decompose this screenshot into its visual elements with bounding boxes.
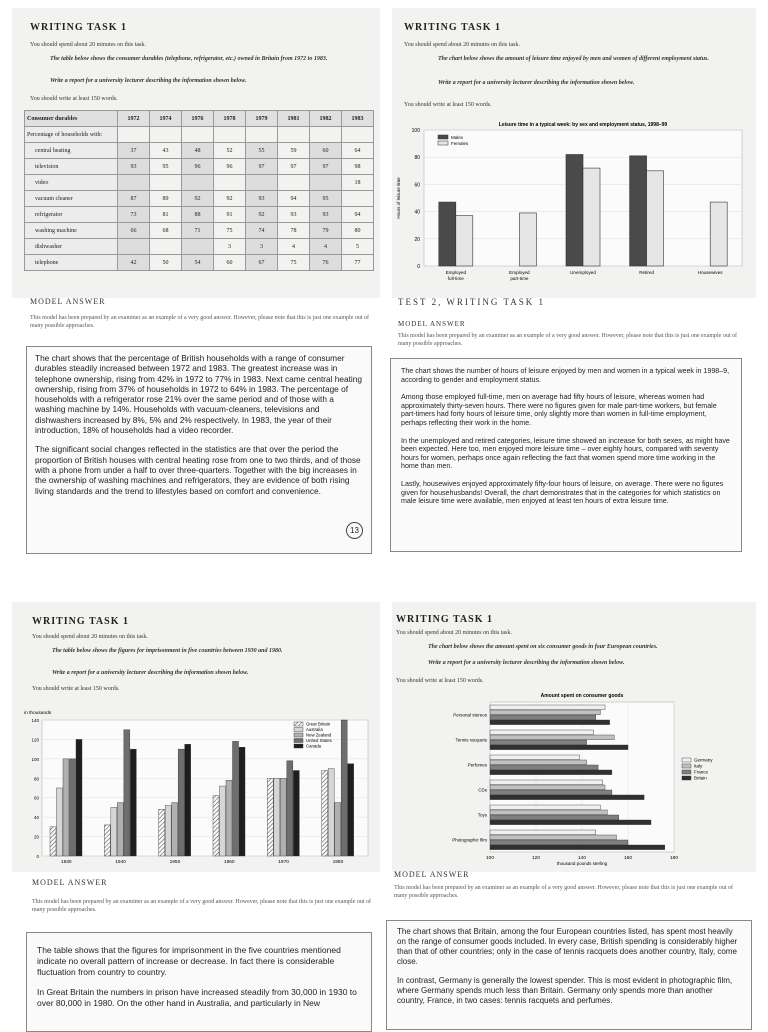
- table-cell: 93: [118, 159, 150, 175]
- bar-great-britain: [213, 796, 219, 856]
- table-row-label: television: [25, 159, 118, 175]
- table-cell: [246, 127, 278, 143]
- table-header-year: 1976: [182, 111, 214, 127]
- y-tick-label: 140: [31, 718, 39, 723]
- table-cell: 93: [310, 207, 342, 223]
- bar-new-zealand: [335, 803, 341, 856]
- bar-britain: [490, 720, 610, 725]
- table-header-year: 1981: [278, 111, 310, 127]
- table-cell: 60: [214, 255, 246, 271]
- table-row-label: central heating: [25, 143, 118, 159]
- bar-canada: [185, 744, 191, 856]
- legend-label: Canada: [306, 743, 322, 749]
- bar-france: [490, 790, 612, 795]
- x-tick-label: 140: [577, 856, 587, 861]
- table-cell: 75: [278, 255, 310, 271]
- table-cell: 5: [342, 239, 374, 255]
- bar-australia: [220, 786, 226, 856]
- x-tick-label: Housewives: [697, 270, 723, 275]
- task2-panel: [392, 8, 756, 298]
- table-cell: 4: [310, 239, 342, 255]
- table-cell: 54: [182, 255, 214, 271]
- table-cell: [182, 239, 214, 255]
- bar-females: [710, 202, 727, 266]
- y-tick-label: Tennis racquets: [455, 737, 487, 743]
- table-cell: 92: [182, 191, 214, 207]
- table-header-year: 1972: [118, 111, 150, 127]
- bar-united-states: [341, 720, 347, 856]
- task4-prompt: The chart below shows the amount spent on six consumer goods in four European countries.: [428, 644, 658, 650]
- legend-swatch: [294, 739, 303, 743]
- table-cell: 3: [214, 239, 246, 255]
- bar-germany: [490, 730, 594, 735]
- bar-britain: [490, 770, 612, 775]
- table-cell: [342, 191, 374, 207]
- table-row-label: dishwasher: [25, 239, 118, 255]
- task3-answer-paragraph-1: The table shows that the figures for imprisonment in the five countries mentioned indicate no overall pattern of increase or decrease. In fact there is considerable fluctuation from country to country.: [37, 945, 341, 977]
- table-cell: 75: [214, 223, 246, 239]
- bar-australia: [57, 788, 63, 856]
- table-cell: 96: [182, 159, 214, 175]
- table-cell: [310, 175, 342, 191]
- legend-swatch: [438, 141, 448, 145]
- task2-model-label: MODEL ANSWER: [398, 320, 466, 328]
- table-cell: [118, 175, 150, 191]
- table-cell: 55: [246, 143, 278, 159]
- bar-great-britain: [50, 827, 56, 856]
- bar-france: [490, 715, 596, 720]
- table-row-label: washing machine: [25, 223, 118, 239]
- y-tick-label: 20: [414, 236, 420, 243]
- task1-model-answer: [26, 346, 372, 554]
- table-header-year: 1983: [342, 111, 374, 127]
- bar-united-states: [178, 749, 184, 856]
- task3-instruction: Write a report for a university lecturer describing the information shown below.: [52, 670, 249, 676]
- table-cell: 48: [182, 143, 214, 159]
- y-tick-label: 60: [33, 795, 39, 801]
- bar-italy: [490, 810, 607, 815]
- y-tick-label: 80: [33, 776, 39, 782]
- table-row: [25, 143, 374, 159]
- consumer-durables-table: [24, 110, 374, 271]
- table-cell: 97: [278, 159, 310, 175]
- bar-australia: [328, 769, 334, 856]
- bar-germany: [490, 780, 603, 785]
- bar-canada: [76, 739, 82, 856]
- bar-italy: [490, 760, 587, 765]
- table-cell: 88: [182, 207, 214, 223]
- table-cell: 42: [118, 255, 150, 271]
- table-cell: [278, 127, 310, 143]
- table-row-label: vacuum cleaner: [25, 191, 118, 207]
- task4-instruction: Write a report for a university lecturer describing the information shown below.: [428, 660, 625, 666]
- task4-model-note: This model has been prepared by an examiner as an example of a very good answer. However, please note that this is just one example out of many possible approaches.: [394, 885, 733, 899]
- y-axis-label: Hours of leisure time: [396, 177, 401, 219]
- bar-germany: [490, 705, 605, 710]
- table-cell: 4: [278, 239, 310, 255]
- task3-word-note: You should write at least 150 words.: [32, 686, 120, 692]
- table-cell: 59: [278, 143, 310, 159]
- bar-italy: [490, 735, 614, 740]
- task1-answer-paragraph-1: The chart shows that the percentage of British households with a range of consumer durables steadily increased between 1972 and 1983. The greatest increase was in telephone ownership, rising from 42% in 1972 to 77% in 1983. Next came central heating ownership, rising from 37% of households in 1972 to 64% in 1983. The percentage of households with a refrigerator rose 21% over the same period and of those with a washing machine by 14%. Households with vacuum-cleaners, televisions and dishwashers increased by 8%, 5% and 2% respectively. In 1983, the year of their introduction, 18% of households had a video recorder.: [35, 353, 363, 436]
- table-cell: 43: [150, 143, 182, 159]
- bar-france: [490, 815, 619, 820]
- table-cell: [310, 127, 342, 143]
- y-tick-label: 40: [33, 815, 39, 821]
- y-tick-label: CDs: [478, 787, 487, 793]
- legend-swatch: [294, 733, 303, 737]
- table-cell: 74: [246, 223, 278, 239]
- task4-answer-paragraph-2: In contrast, Germany is generally the lowest spender. This is most evident in photographic film, where Germany spends much less than Britain. Germany only spends more than another country, France, in two cases: tennis racquets and perfumes.: [397, 976, 733, 1005]
- score-mark-text: 13: [350, 526, 359, 535]
- y-tick-label: 60: [414, 182, 420, 189]
- task3-time-note: You should spend about 20 minutes on this task.: [32, 634, 148, 640]
- table-cell: 94: [342, 207, 374, 223]
- table-header-year: 1974: [150, 111, 182, 127]
- bar-australia: [165, 805, 171, 856]
- table-cell: 67: [246, 255, 278, 271]
- task3-prompt: The table below shows the figures for imprisonment in five countries between 1930 and 1980.: [52, 648, 283, 654]
- table-cell: [150, 127, 182, 143]
- table-cell: 80: [342, 223, 374, 239]
- legend-label: United States: [306, 738, 332, 743]
- task2-model-answer: [390, 358, 742, 552]
- bar-great-britain: [322, 771, 328, 856]
- x-tick-label: full-time: [447, 276, 464, 281]
- y-tick-label: 40: [414, 209, 420, 216]
- table-cell: [182, 175, 214, 191]
- table-row: [25, 191, 374, 207]
- task2-time-note: You should spend about 20 minutes on this task.: [404, 42, 520, 48]
- task1-instruction: Write a report for a university lecturer describing the information shown below.: [50, 78, 247, 84]
- y-tick-label: 120: [31, 737, 39, 743]
- bar-females: [647, 171, 664, 266]
- y-tick-label: Perfumes: [467, 762, 487, 768]
- task2-instruction: Write a report for a university lecturer describing the information shown below.: [438, 80, 635, 86]
- legend-label: Australia: [306, 727, 323, 732]
- x-tick-label: 100: [485, 856, 495, 861]
- task3-model-label: MODEL ANSWER: [32, 878, 108, 887]
- table-row: [25, 175, 374, 191]
- bar-great-britain: [104, 825, 110, 856]
- table-header-label: Consumer durables: [25, 111, 118, 127]
- table-cell: [150, 239, 182, 255]
- task1-word-note: You should write at least 150 words.: [30, 96, 118, 102]
- table-header-year: 1978: [214, 111, 246, 127]
- table-cell: [278, 175, 310, 191]
- legend-label: Great Britain: [306, 721, 331, 727]
- x-tick-label: Employed: [509, 270, 530, 275]
- table-cell: 87: [118, 191, 150, 207]
- bar-females: [519, 213, 536, 266]
- bar-britain: [490, 820, 651, 825]
- task2-model-note: This model has been prepared by an examiner as an example of a very good answer. However, please note that this is just one example out of many possible approaches.: [398, 333, 737, 347]
- legend-swatch: [294, 722, 303, 726]
- y-tick-label: Photographic film: [452, 837, 487, 843]
- table-cell: 97: [246, 159, 278, 175]
- x-tick-label: 160: [623, 856, 633, 861]
- table-cell: 71: [182, 223, 214, 239]
- y-tick-label: 100: [411, 128, 420, 134]
- task3-answer-paragraph-2: In Great Britain the numbers in prison have increased steadily from 30,000 in 1930 to over 80,000 in 1980. On the other hand in Australia, and particularly in New: [37, 987, 357, 1008]
- legend-swatch: [682, 758, 691, 762]
- bar-italy: [490, 835, 617, 840]
- bar-italy: [490, 710, 600, 715]
- y-tick-label: Toys: [477, 812, 487, 818]
- table-row: [25, 223, 374, 239]
- bar-italy: [490, 785, 605, 790]
- bar-britain: [490, 745, 628, 750]
- task2-word-note: You should write at least 150 words.: [404, 102, 492, 108]
- table-cell: 77: [342, 255, 374, 271]
- task4-heading: WRITING TASK 1: [396, 614, 493, 625]
- table-cell: 66: [118, 223, 150, 239]
- table-cell: 81: [150, 207, 182, 223]
- legend-label: Italy: [694, 763, 703, 769]
- y-tick-label: 80: [414, 155, 420, 162]
- task2-answer-paragraph-3: In the unemployed and retired categories, leisure time showed an increase for both sexes, as might have been expected. Here too, men enjoyed more leisure time – over eighty hours, compared with seventy hours for women, perhaps once again reflecting the fact that women spend more time working in the home than men.: [401, 436, 730, 471]
- x-tick-label: Retired: [639, 270, 655, 275]
- bar-males: [630, 156, 647, 266]
- table-cell: [118, 127, 150, 143]
- x-tick-label: 1980: [332, 860, 344, 865]
- test2-heading: TEST 2, WRITING TASK 1: [398, 297, 546, 307]
- table-row-label: video: [25, 175, 118, 191]
- y-tick-label: 0: [417, 264, 420, 270]
- x-tick-label: part-time: [510, 276, 529, 281]
- x-tick-label: 1960: [223, 860, 235, 865]
- bar-males: [439, 202, 456, 266]
- bar-new-zealand: [117, 803, 123, 856]
- table-cell: 68: [150, 223, 182, 239]
- legend-label: Females: [451, 141, 469, 146]
- table-cell: 97: [310, 159, 342, 175]
- bar-canada: [130, 749, 136, 856]
- table-header-year: 1979: [246, 111, 278, 127]
- task4-answer-paragraph-1: The chart shows that Britain, among the four European countries listed, has spent most heavily on the range of consumer goods included. In every case, British spending is considerably higher than that of other countries; only in the case of tennis racquets does another country, Italy, come close.: [397, 927, 738, 966]
- task1-answer-paragraph-2: The significant social changes reflected in the statistics are that over the period the proportion of British houses with central heating rose from one to two thirds, and of those with a phone from under a half to over three-quarters. Together with the big increases in the ownership of washing machines and refrigerators, they are evidence of both rising living standards and the trend to lifestyles based on comfort and convenience.: [35, 444, 361, 496]
- table-cell: 89: [150, 191, 182, 207]
- bar-australia: [274, 778, 280, 856]
- x-tick-label: 1930: [60, 860, 72, 865]
- task4-model-label: MODEL ANSWER: [394, 870, 470, 879]
- x-axis-label: thousand pounds sterling: [556, 861, 608, 866]
- table-cell: 60: [310, 143, 342, 159]
- legend-swatch: [438, 135, 448, 139]
- bar-females: [456, 216, 473, 266]
- bar-germany: [490, 805, 600, 810]
- legend-swatch: [682, 770, 691, 774]
- table-cell: 96: [214, 159, 246, 175]
- task2-answer-paragraph-1: The chart shows the number of hours of leisure enjoyed by men and women in a typical week in 1998–9, according to gender and employment status.: [401, 367, 730, 384]
- task1-model-note: This model has been prepared by an examiner as an example of a very good answer. However, please note that this is just one example out of many possible approaches.: [30, 315, 369, 329]
- table-cell: 37: [118, 143, 150, 159]
- table-row: [25, 159, 374, 175]
- table-cell: 95: [310, 191, 342, 207]
- x-tick-label: 120: [531, 856, 541, 861]
- table-row-label: refrigerator: [25, 207, 118, 223]
- table-cell: [342, 127, 374, 143]
- bar-great-britain: [267, 778, 273, 856]
- bar-new-zealand: [172, 803, 178, 856]
- task1-prompt: The table below shows the consumer durables (telephone, refrigerator, etc.) owned in Britain from 1972 to 1983.: [50, 56, 328, 62]
- table-cell: 92: [246, 207, 278, 223]
- table-cell: [150, 175, 182, 191]
- bar-canada: [348, 764, 354, 856]
- legend-swatch: [682, 764, 691, 768]
- task1-heading: WRITING TASK 1: [30, 22, 127, 33]
- bar-germany: [490, 830, 596, 835]
- table-cell: 93: [278, 207, 310, 223]
- x-tick-label: Employed: [445, 270, 467, 275]
- table-cell: 64: [342, 143, 374, 159]
- bar-new-zealand: [280, 778, 286, 856]
- task4-word-note: You should write at least 150 words.: [396, 678, 484, 684]
- task4-panel: [392, 602, 756, 872]
- bar-canada: [293, 771, 299, 856]
- task2-answer-paragraph-4: Lastly, housewives enjoyed approximately fifty-four hours of leisure, on average. There were no figures given for househusbands! Overall, the chart demonstrates that in the categories for which statistics on male leisure time were available, men enjoyed at least ten hours of extra leisure time.: [401, 479, 724, 506]
- bar-australia: [111, 807, 117, 856]
- table-cell: 93: [246, 191, 278, 207]
- y-tick-label: 100: [31, 756, 39, 762]
- table-row: [25, 239, 374, 255]
- task2-prompt: The chart below shows the amount of leisure time enjoyed by men and women of different employment status.: [438, 56, 709, 62]
- task2-heading: WRITING TASK 1: [404, 22, 501, 33]
- task3-heading: WRITING TASK 1: [32, 616, 129, 627]
- bar-new-zealand: [226, 780, 232, 856]
- table-cell: [246, 175, 278, 191]
- task4-time-note: You should spend about 20 minutes on this task.: [396, 630, 512, 636]
- table-subheader-row: [25, 127, 374, 143]
- chart-title: Amount spent on consumer goods: [540, 693, 624, 699]
- bar-males: [566, 154, 583, 266]
- legend-swatch: [294, 744, 303, 748]
- task4-model-answer: [386, 920, 752, 1030]
- table-cell: 50: [150, 255, 182, 271]
- legend-label: Males: [451, 135, 464, 140]
- table-row-label: telephone: [25, 255, 118, 271]
- x-tick-label: 1940: [115, 860, 126, 865]
- table-cell: [118, 239, 150, 255]
- legend-label: France: [694, 769, 709, 775]
- table-cell: 78: [278, 223, 310, 239]
- table-header-year: 1982: [310, 111, 342, 127]
- x-tick-label: 180: [669, 856, 679, 861]
- leisure-time-chart: [392, 116, 756, 296]
- table-cell: [214, 127, 246, 143]
- x-tick-label: 1970: [278, 860, 289, 865]
- chart-title: Leisure time in a typical week: by sex and employment status, 1998–99: [498, 122, 668, 128]
- table-cell: 18: [342, 175, 374, 191]
- table-cell: 98: [342, 159, 374, 175]
- consumer-goods-chart: [392, 688, 756, 868]
- legend-label: Britain: [694, 775, 707, 781]
- task1-model-label: MODEL ANSWER: [30, 297, 106, 306]
- table-cell: [182, 127, 214, 143]
- bar-canada: [239, 747, 245, 856]
- legend-label: New Zealand: [306, 732, 332, 738]
- legend-label: Germany: [694, 757, 713, 763]
- bar-females: [583, 168, 600, 266]
- x-tick-label: Unemployed: [570, 270, 596, 275]
- task3-model-note: This model has been prepared by an examiner as an example of a very good answer. However, please note that this is just one example out of many possible approaches.: [32, 899, 371, 913]
- table-cell: 79: [310, 223, 342, 239]
- y-axis-label: in thousands: [24, 711, 52, 716]
- y-tick-label: 0: [36, 854, 39, 859]
- table-cell: 94: [278, 191, 310, 207]
- bar-united-states: [70, 759, 76, 856]
- table-cell: 95: [150, 159, 182, 175]
- legend-swatch: [682, 776, 691, 780]
- task3-model-answer: [26, 932, 372, 1032]
- bar-germany: [490, 755, 580, 760]
- bar-new-zealand: [63, 759, 69, 856]
- table-cell: 76: [310, 255, 342, 271]
- table-row: [25, 255, 374, 271]
- table-cell: 91: [214, 207, 246, 223]
- y-tick-label: Personal stereos: [453, 712, 487, 718]
- table-cell: 92: [214, 191, 246, 207]
- bar-britain: [490, 845, 665, 850]
- bar-france: [490, 765, 598, 770]
- y-tick-label: 20: [33, 834, 39, 840]
- table-row: [25, 207, 374, 223]
- table-cell: 3: [246, 239, 278, 255]
- bar-united-states: [287, 761, 293, 856]
- bar-great-britain: [159, 809, 165, 856]
- bar-britain: [490, 795, 644, 800]
- task3-panel: [12, 602, 380, 872]
- table-cell: [214, 175, 246, 191]
- table-cell: 73: [118, 207, 150, 223]
- bar-france: [490, 740, 587, 745]
- task1-panel: [12, 8, 380, 298]
- table-cell: 52: [214, 143, 246, 159]
- bar-france: [490, 840, 628, 845]
- imprisonment-chart: [12, 698, 380, 868]
- table-subheader: Percentage of households with:: [25, 127, 118, 143]
- task1-time-note: You should spend about 20 minutes on this task.: [30, 42, 146, 48]
- legend-swatch: [294, 728, 303, 732]
- task2-answer-paragraph-2: Among those employed full-time, men on average had fifty hours of leisure, whereas women had approximately thirty-seven hours. There were no figures given for male part-time workers, but female part-timers had forty hours of leisure time, only slightly more than women in full-time employment, perhaps reflecting their work in the home.: [401, 393, 717, 427]
- score-mark: [346, 522, 363, 539]
- x-tick-label: 1950: [169, 860, 181, 865]
- bar-united-states: [233, 741, 239, 856]
- bar-united-states: [124, 730, 130, 856]
